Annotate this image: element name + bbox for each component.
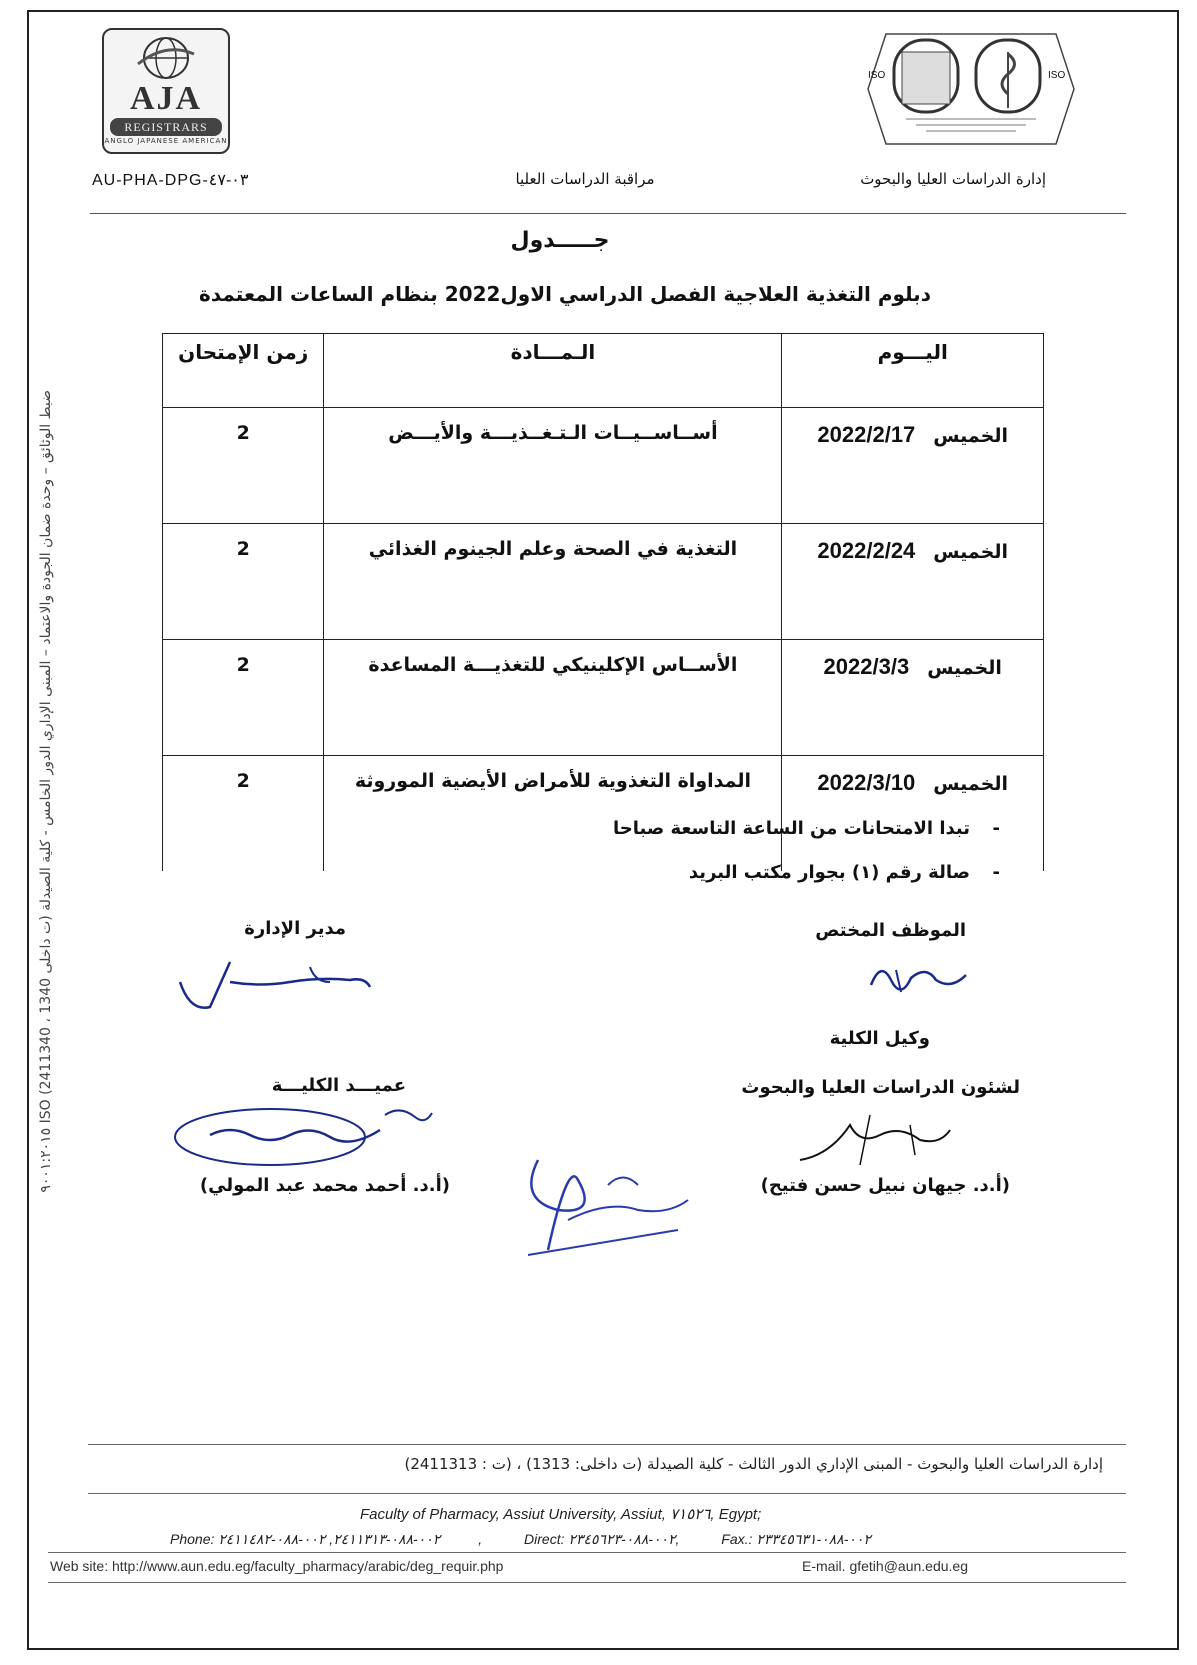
header-day: اليـــوم <box>782 334 1044 408</box>
note-item <box>400 818 1000 862</box>
day-cell <box>782 408 1044 524</box>
exam-notes <box>400 818 1000 906</box>
iso-right-label: ISO <box>1048 70 1066 81</box>
manager-signature <box>170 952 380 1022</box>
duration-cell: 2 <box>163 524 324 640</box>
document-subtitle: دبلوم التغذية العلاجية الفصل الدراسي الاول2022 بنظام الساعات المعتمدة <box>199 282 931 306</box>
document-title: جـــــدول <box>510 228 610 253</box>
note-text: تبدا الامتحانات من الساعة التاسعة صباحا <box>612 818 970 839</box>
header-divider <box>90 213 1126 214</box>
footer-divider-middle <box>88 1493 1126 1494</box>
header-administration: إدارة الدراسات العليا والبحوث <box>860 170 1046 188</box>
duration-cell: 2 <box>163 756 324 872</box>
direct-number: Direct: ٠٠٢-٠٨٨-٢٣٤٥٦٢٣, <box>524 1531 680 1547</box>
subject-cell: المداواة التغذوية للأمراض الأيضية الموروثة <box>324 756 782 872</box>
vice-dean-affairs: لشئون الدراسات العليا والبحوث <box>741 1077 1020 1098</box>
header-duration: زمن الإمتحان <box>163 334 324 408</box>
university-seal-logo <box>866 24 1076 154</box>
vice-dean-signature <box>790 1105 960 1175</box>
table-row <box>163 524 1044 640</box>
exam-date: 2022/2/17 <box>817 422 916 447</box>
stamp-signature <box>508 1140 698 1260</box>
logo-registrars: REGISTRARS <box>110 118 222 136</box>
exam-date: 2022/3/3 <box>823 654 910 679</box>
fax-number: Fax.: ٠٠٢-٠٨٨-٢٣٣٤٥٦٣١ <box>721 1531 871 1547</box>
table-header-row <box>163 334 1044 408</box>
weekday: الخميس <box>933 541 1008 563</box>
footer-email: E-mail. gfetih@aun.edu.eg <box>802 1558 968 1574</box>
footer-website: Web site: http://www.aun.edu.eg/faculty_pharmacy/arabic/deg_requir.php <box>50 1558 504 1574</box>
footer-address-arabic: إدارة الدراسات العليا والبحوث - المبنى الإداري الدور الثالث - كلية الصيدلة (ت داخلى: 1313) ، (ت : 2411313) <box>404 1455 1103 1473</box>
dean-name: (أ.د. أحمد محمد عبد المولي) <box>199 1175 450 1196</box>
weekday: الخميس <box>933 773 1008 795</box>
duration-cell: 2 <box>163 640 324 756</box>
logo-name: AJA <box>129 80 203 117</box>
weekday: الخميس <box>933 425 1008 447</box>
logo-tagline: ANGLO JAPANESE AMERICAN <box>104 137 228 145</box>
sidebar-document-control: ضبط الوثائق – وحدة ضمان الجودة والاعتماد – المبنى الإداري الدور الخامس - كلية الصيدلة (ت داخلى 1340 ، ISO (2411340 ٩٠٠١:٢٠١٥ <box>38 390 54 1193</box>
iso-left-label: ISO <box>868 70 886 81</box>
globe-icon <box>136 34 196 82</box>
footer-divider-bottom <box>48 1552 1126 1553</box>
exam-date: 2022/3/10 <box>817 770 916 795</box>
subject-cell: أســاســيــات الـتـغــذيـــة والأيـــض <box>324 408 782 524</box>
bullet-dash: - <box>992 862 1000 883</box>
dean-signature <box>170 1095 440 1175</box>
table-row <box>163 408 1044 524</box>
document-code: AU-PHA-DPG-٠٣-٤٧ <box>92 172 249 189</box>
footer-address-english: Faculty of Pharmacy, Assiut University, Assiut, ٧١٥٢٦, Egypt; <box>360 1506 762 1523</box>
footer-divider-top <box>88 1444 1126 1445</box>
phone-number-2: ٠٠٢-٠٨٨-٢٤١١٤٨٢, <box>218 1531 483 1547</box>
exam-schedule-table <box>162 333 1044 871</box>
manager-title: مدير الإدارة <box>244 918 346 939</box>
vice-dean-title: وكيل الكلية <box>829 1028 930 1049</box>
dean-title: عميـــد الكليـــة <box>271 1075 406 1096</box>
footer-contact-numbers <box>170 1531 909 1548</box>
subject-cell: التغذية في الصحة وعلم الجينوم الغذائي <box>324 524 782 640</box>
vice-dean-name: (أ.د. جيهان نبيل حسن فتيح) <box>760 1175 1010 1196</box>
phone-number: Phone: ٠٠٢-٠٨٨-٢٤١١٣١٣, <box>170 1531 441 1547</box>
table-row <box>163 640 1044 756</box>
bullet-dash: - <box>992 818 1000 839</box>
note-item <box>400 862 1000 906</box>
subject-cell: الأســاس الإكلينيكي للتغذيـــة المساعدة <box>324 640 782 756</box>
exam-date: 2022/2/24 <box>817 538 916 563</box>
duration-cell: 2 <box>163 408 324 524</box>
weekday: الخميس <box>927 657 1002 679</box>
note-text: صالة رقم (١) بجوار مكتب البريد <box>688 862 970 883</box>
day-cell <box>782 524 1044 640</box>
footer-divider-end <box>48 1582 1126 1583</box>
header-department: مراقبة الدراسات العليا <box>515 170 655 188</box>
aja-registrars-logo <box>102 28 230 154</box>
day-cell <box>782 640 1044 756</box>
employee-signature <box>866 950 976 1000</box>
employee-title: الموظف المختص <box>815 920 966 941</box>
header-subject: الـمـــادة <box>324 334 782 408</box>
